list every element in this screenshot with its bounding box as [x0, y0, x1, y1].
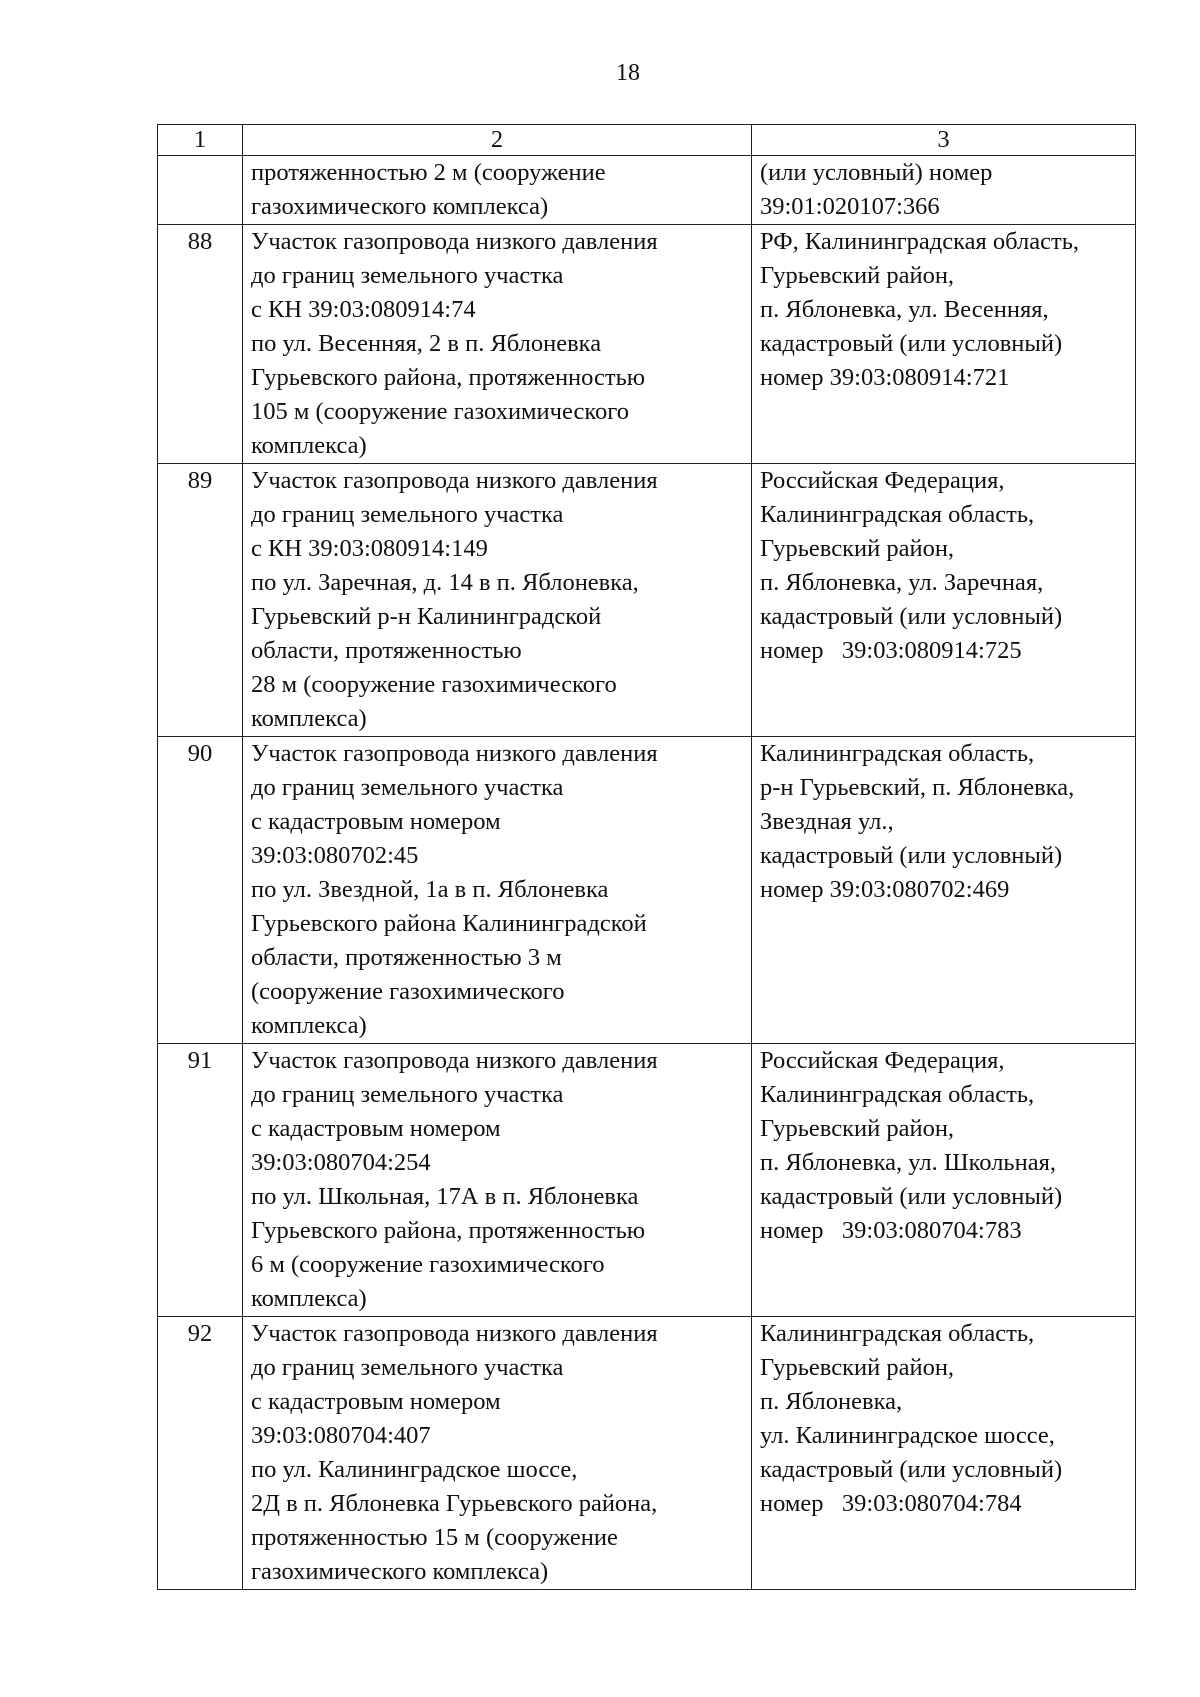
object-description-line: до границ земельного участка [251, 774, 564, 801]
object-description-line: 105 м (сооружение газохимического [251, 398, 629, 425]
page-number: 18 [616, 60, 640, 86]
object-description-line: Гурьевского района, протяженностью [251, 364, 646, 391]
object-description-line: Гурьевского района, протяженностью [251, 1217, 646, 1244]
address-cell [752, 737, 1136, 1044]
column-header-3: 3 [752, 125, 1136, 156]
object-description-cell [243, 1317, 752, 1590]
address-line: Калининградская область, [760, 1081, 1035, 1108]
table-row [158, 464, 1136, 737]
object-description-line: с кадастровым номером [251, 1115, 501, 1142]
object-description-line: Участок газопровода низкого давления [251, 228, 658, 255]
object-description-cell [243, 225, 752, 464]
object-description-line: 28 м (сооружение газохимического [251, 671, 617, 698]
object-description-line: до границ земельного участка [251, 262, 564, 289]
object-description-line: Гурьевского района Калининградской [251, 910, 647, 937]
address-line: 39:01:020107:366 [760, 193, 940, 220]
address-line: п. Яблоневка, [760, 1388, 903, 1415]
address-line: кадастровый (или условный) [760, 842, 1063, 869]
object-description-line: Участок газопровода низкого давления [251, 1320, 658, 1347]
address-line: кадастровый (или условный) [760, 1183, 1063, 1210]
object-description-line: по ул. Звездной, 1а в п. Яблоневка [251, 876, 609, 903]
address-cell [752, 464, 1136, 737]
address-line: Калининградская область, [760, 1320, 1035, 1347]
address-cell [752, 1317, 1136, 1590]
object-description-line: по ул. Калининградское шоссе, [251, 1456, 578, 1483]
table-row [158, 1044, 1136, 1317]
column-header-1: 1 [158, 125, 243, 156]
address-line: Калининградская область, [760, 501, 1035, 528]
column-header-2: 2 [243, 125, 752, 156]
object-description-line: газохимического комплекса) [251, 1558, 549, 1585]
object-description-line: 39:03:080704:407 [251, 1422, 431, 1449]
object-description-line: 2Д в п. Яблоневка Гурьевского района, [251, 1490, 658, 1517]
row-number: 90 [158, 737, 243, 1044]
object-description-line: 6 м (сооружение газохимического [251, 1251, 605, 1278]
object-description-line: по ул. Школьная, 17А в п. Яблоневка [251, 1183, 639, 1210]
address-line: п. Яблоневка, ул. Весенняя, [760, 296, 1049, 323]
address-line: Калининградская область, [760, 740, 1035, 767]
address-line: р-н Гурьевский, п. Яблоневка, [760, 774, 1075, 801]
address-line: кадастровый (или условный) [760, 330, 1063, 357]
address-line: номер 39:03:080914:721 [760, 364, 1010, 391]
row-number: 92 [158, 1317, 243, 1590]
address-line: Российская Федерация, [760, 467, 1005, 494]
object-description-line: 39:03:080704:254 [251, 1149, 431, 1176]
address-line: п. Яблоневка, ул. Школьная, [760, 1149, 1056, 1176]
address-cell [752, 156, 1136, 225]
address-line: РФ, Калининградская область, [760, 228, 1079, 255]
object-description-line: до границ земельного участка [251, 1081, 564, 1108]
table-row [158, 737, 1136, 1044]
object-description-line: до границ земельного участка [251, 501, 564, 528]
row-number: 89 [158, 464, 243, 737]
object-description-line: Гурьевский р-н Калининградской [251, 603, 602, 630]
object-description-line: 39:03:080702:45 [251, 842, 419, 869]
table-row [158, 156, 1136, 225]
address-line: п. Яблоневка, ул. Заречная, [760, 569, 1044, 596]
address-line: Гурьевский район, [760, 262, 955, 289]
object-description-line: с КН 39:03:080914:74 [251, 296, 476, 323]
address-line: Звездная ул., [760, 808, 894, 835]
address-line: кадастровый (или условный) [760, 1456, 1063, 1483]
object-description-cell [243, 737, 752, 1044]
object-description-line: (сооружение газохимического [251, 978, 565, 1005]
address-cell [752, 225, 1136, 464]
object-description-line: по ул. Заречная, д. 14 в п. Яблоневка, [251, 569, 639, 596]
address-cell [752, 1044, 1136, 1317]
object-description-line: комплекса) [251, 1012, 367, 1039]
object-description-line: Участок газопровода низкого давления [251, 1047, 658, 1074]
row-number: 91 [158, 1044, 243, 1317]
address-line: номер 39:03:080704:784 [760, 1490, 1022, 1517]
object-description-cell [243, 1044, 752, 1317]
object-description-line: с КН 39:03:080914:149 [251, 535, 488, 562]
address-line: Гурьевский район, [760, 1354, 955, 1381]
object-description-line: газохимического комплекса) [251, 193, 549, 220]
object-description-cell [243, 464, 752, 737]
address-line: ул. Калининградское шоссе, [760, 1422, 1055, 1449]
address-line: номер 39:03:080702:469 [760, 876, 1010, 903]
object-description-line: с кадастровым номером [251, 1388, 501, 1415]
row-number [158, 156, 243, 225]
object-description-line: с кадастровым номером [251, 808, 501, 835]
object-description-line: протяженностью 2 м (сооружение [251, 159, 606, 186]
object-description-line: комплекса) [251, 705, 367, 732]
object-description-line: до границ земельного участка [251, 1354, 564, 1381]
object-description-line: комплекса) [251, 432, 367, 459]
address-line: номер 39:03:080704:783 [760, 1217, 1022, 1244]
address-line: номер 39:03:080914:725 [760, 637, 1022, 664]
table-row [158, 1317, 1136, 1590]
object-description-line: Участок газопровода низкого давления [251, 740, 658, 767]
registry-table [157, 124, 1136, 1590]
object-description-line: области, протяженностью [251, 637, 522, 664]
object-description-line: по ул. Весенняя, 2 в п. Яблоневка [251, 330, 602, 357]
table-row [158, 225, 1136, 464]
object-description-line: комплекса) [251, 1285, 367, 1312]
object-description-line: области, протяженностью 3 м [251, 944, 562, 971]
address-line: Гурьевский район, [760, 1115, 955, 1142]
address-line: (или условный) номер [760, 159, 993, 186]
address-line: кадастровый (или условный) [760, 603, 1063, 630]
row-number: 88 [158, 225, 243, 464]
object-description-line: Участок газопровода низкого давления [251, 467, 658, 494]
table-header-row [158, 125, 1136, 156]
object-description-line: протяженностью 15 м (сооружение [251, 1524, 618, 1551]
address-line: Гурьевский район, [760, 535, 955, 562]
object-description-cell [243, 156, 752, 225]
address-line: Российская Федерация, [760, 1047, 1005, 1074]
